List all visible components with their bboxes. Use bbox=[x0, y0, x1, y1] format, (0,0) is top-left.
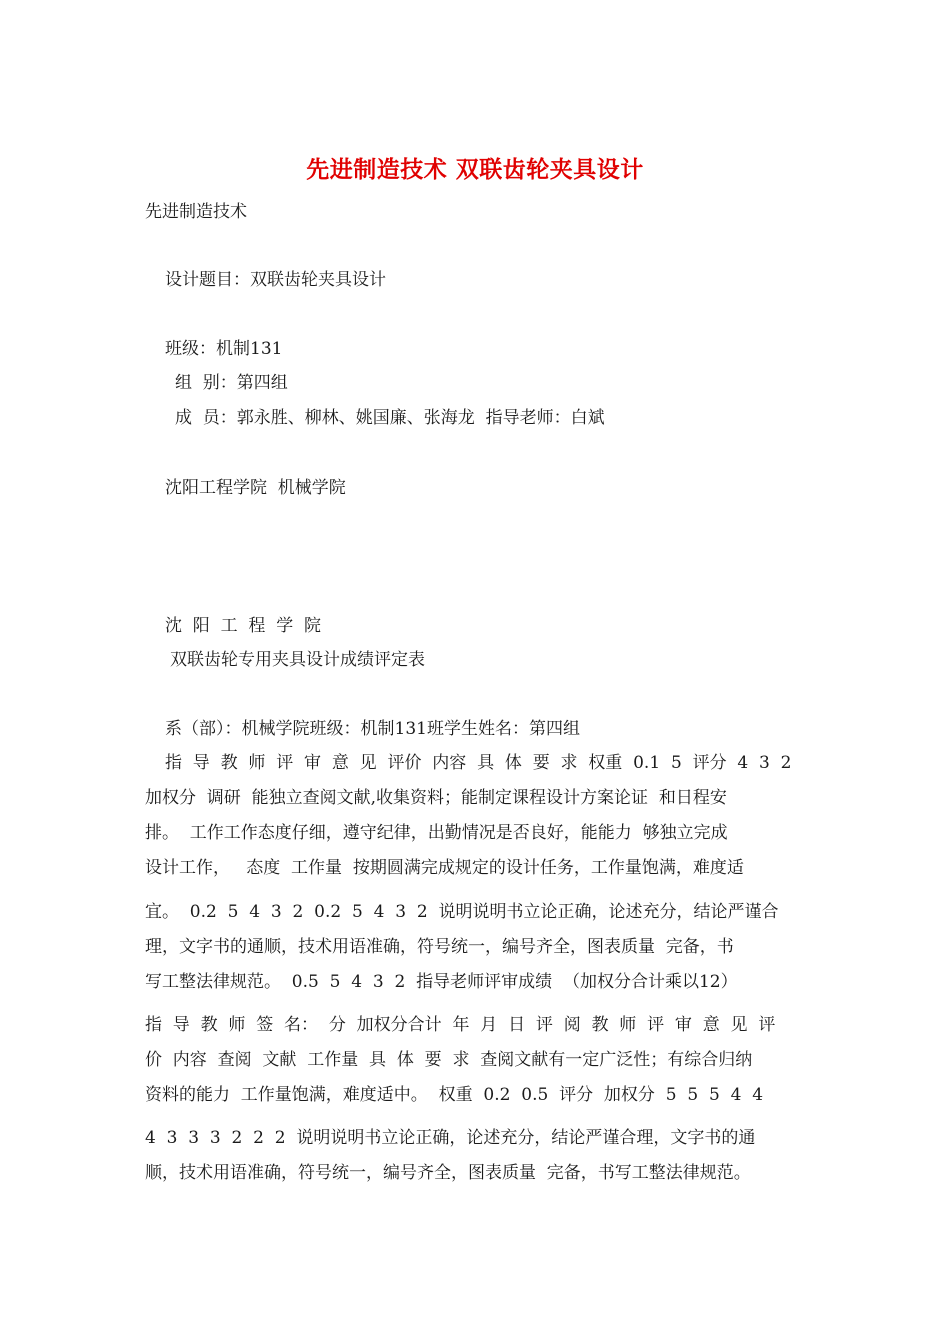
form-header: 系（部）：机械学院班级：机制131班学生姓名：第四组 bbox=[165, 719, 580, 739]
design-topic: 设计题目：双联齿轮夹具设计 bbox=[165, 270, 386, 290]
body-line: 资料的能力 工作量饱满，难度适中。 权重 0.2 0.5 评分 加权分 5 5 5 4 4 bbox=[145, 1085, 764, 1105]
body-line: 排。 工作工作态度仔细，遵守纪律，出勤情况是否良好，能能力 够独立完成 bbox=[145, 823, 728, 843]
body-line: 顺，技术用语准确，符号统一，编号齐全，图表质量 完备，书写工整法律规范。 bbox=[145, 1163, 751, 1183]
body-line: 加权分 调研 能独立查阅文献,收集资料；能制定课程设计方案论证 和日程安 bbox=[145, 788, 727, 808]
group-info: 组 别：第四组 bbox=[175, 373, 288, 393]
body-line: 指 导 教 师 评 审 意 见 评价 内容 具 体 要 求 权重 0.1 5 评分 4 3 2 bbox=[165, 753, 792, 773]
body-line: 理，文字书的通顺，技术用语准确，符号统一，编号齐全，图表质量 完备，书 bbox=[145, 937, 734, 957]
members-info: 成 员：郭永胜、柳林、姚国廉、张海龙 指导老师：白斌 bbox=[175, 408, 605, 428]
subtitle: 先进制造技术 bbox=[145, 202, 247, 222]
body-line: 写工整法律规范。 0.5 5 4 3 2 指导老师评审成绩 （加权分合计乘以12） bbox=[145, 972, 738, 992]
form-title: 双联齿轮专用夹具设计成绩评定表 bbox=[170, 650, 425, 670]
body-line: 宜。 0.2 5 4 3 2 0.2 5 4 3 2 说明说明书立论正确，论述充分，结论严谨合 bbox=[145, 902, 779, 922]
class-info: 班级：机制131 bbox=[165, 339, 283, 359]
body-line: 设计工作， 态度 工作量 按期圆满完成规定的设计任务，工作量饱满，难度适 bbox=[145, 858, 744, 878]
body-line: 4 3 3 3 2 2 2 说明说明书立论正确，论述充分，结论严谨合理，文字书的通 bbox=[145, 1128, 756, 1148]
body-line: 指 导 教 师 签 名： 分 加权分合计 年 月 日 评 阅 教 师 评 审 意 见 评 bbox=[145, 1015, 776, 1035]
document-title: 先进制造技术 双联齿轮夹具设计 bbox=[306, 156, 644, 183]
school-name-spaced: 沈 阳 工 程 学 院 bbox=[165, 616, 322, 636]
school-info: 沈阳工程学院 机械学院 bbox=[165, 478, 346, 498]
body-line: 价 内容 查阅 文献 工作量 具 体 要 求 查阅文献有一定广泛性；有综合归纳 bbox=[145, 1050, 753, 1070]
